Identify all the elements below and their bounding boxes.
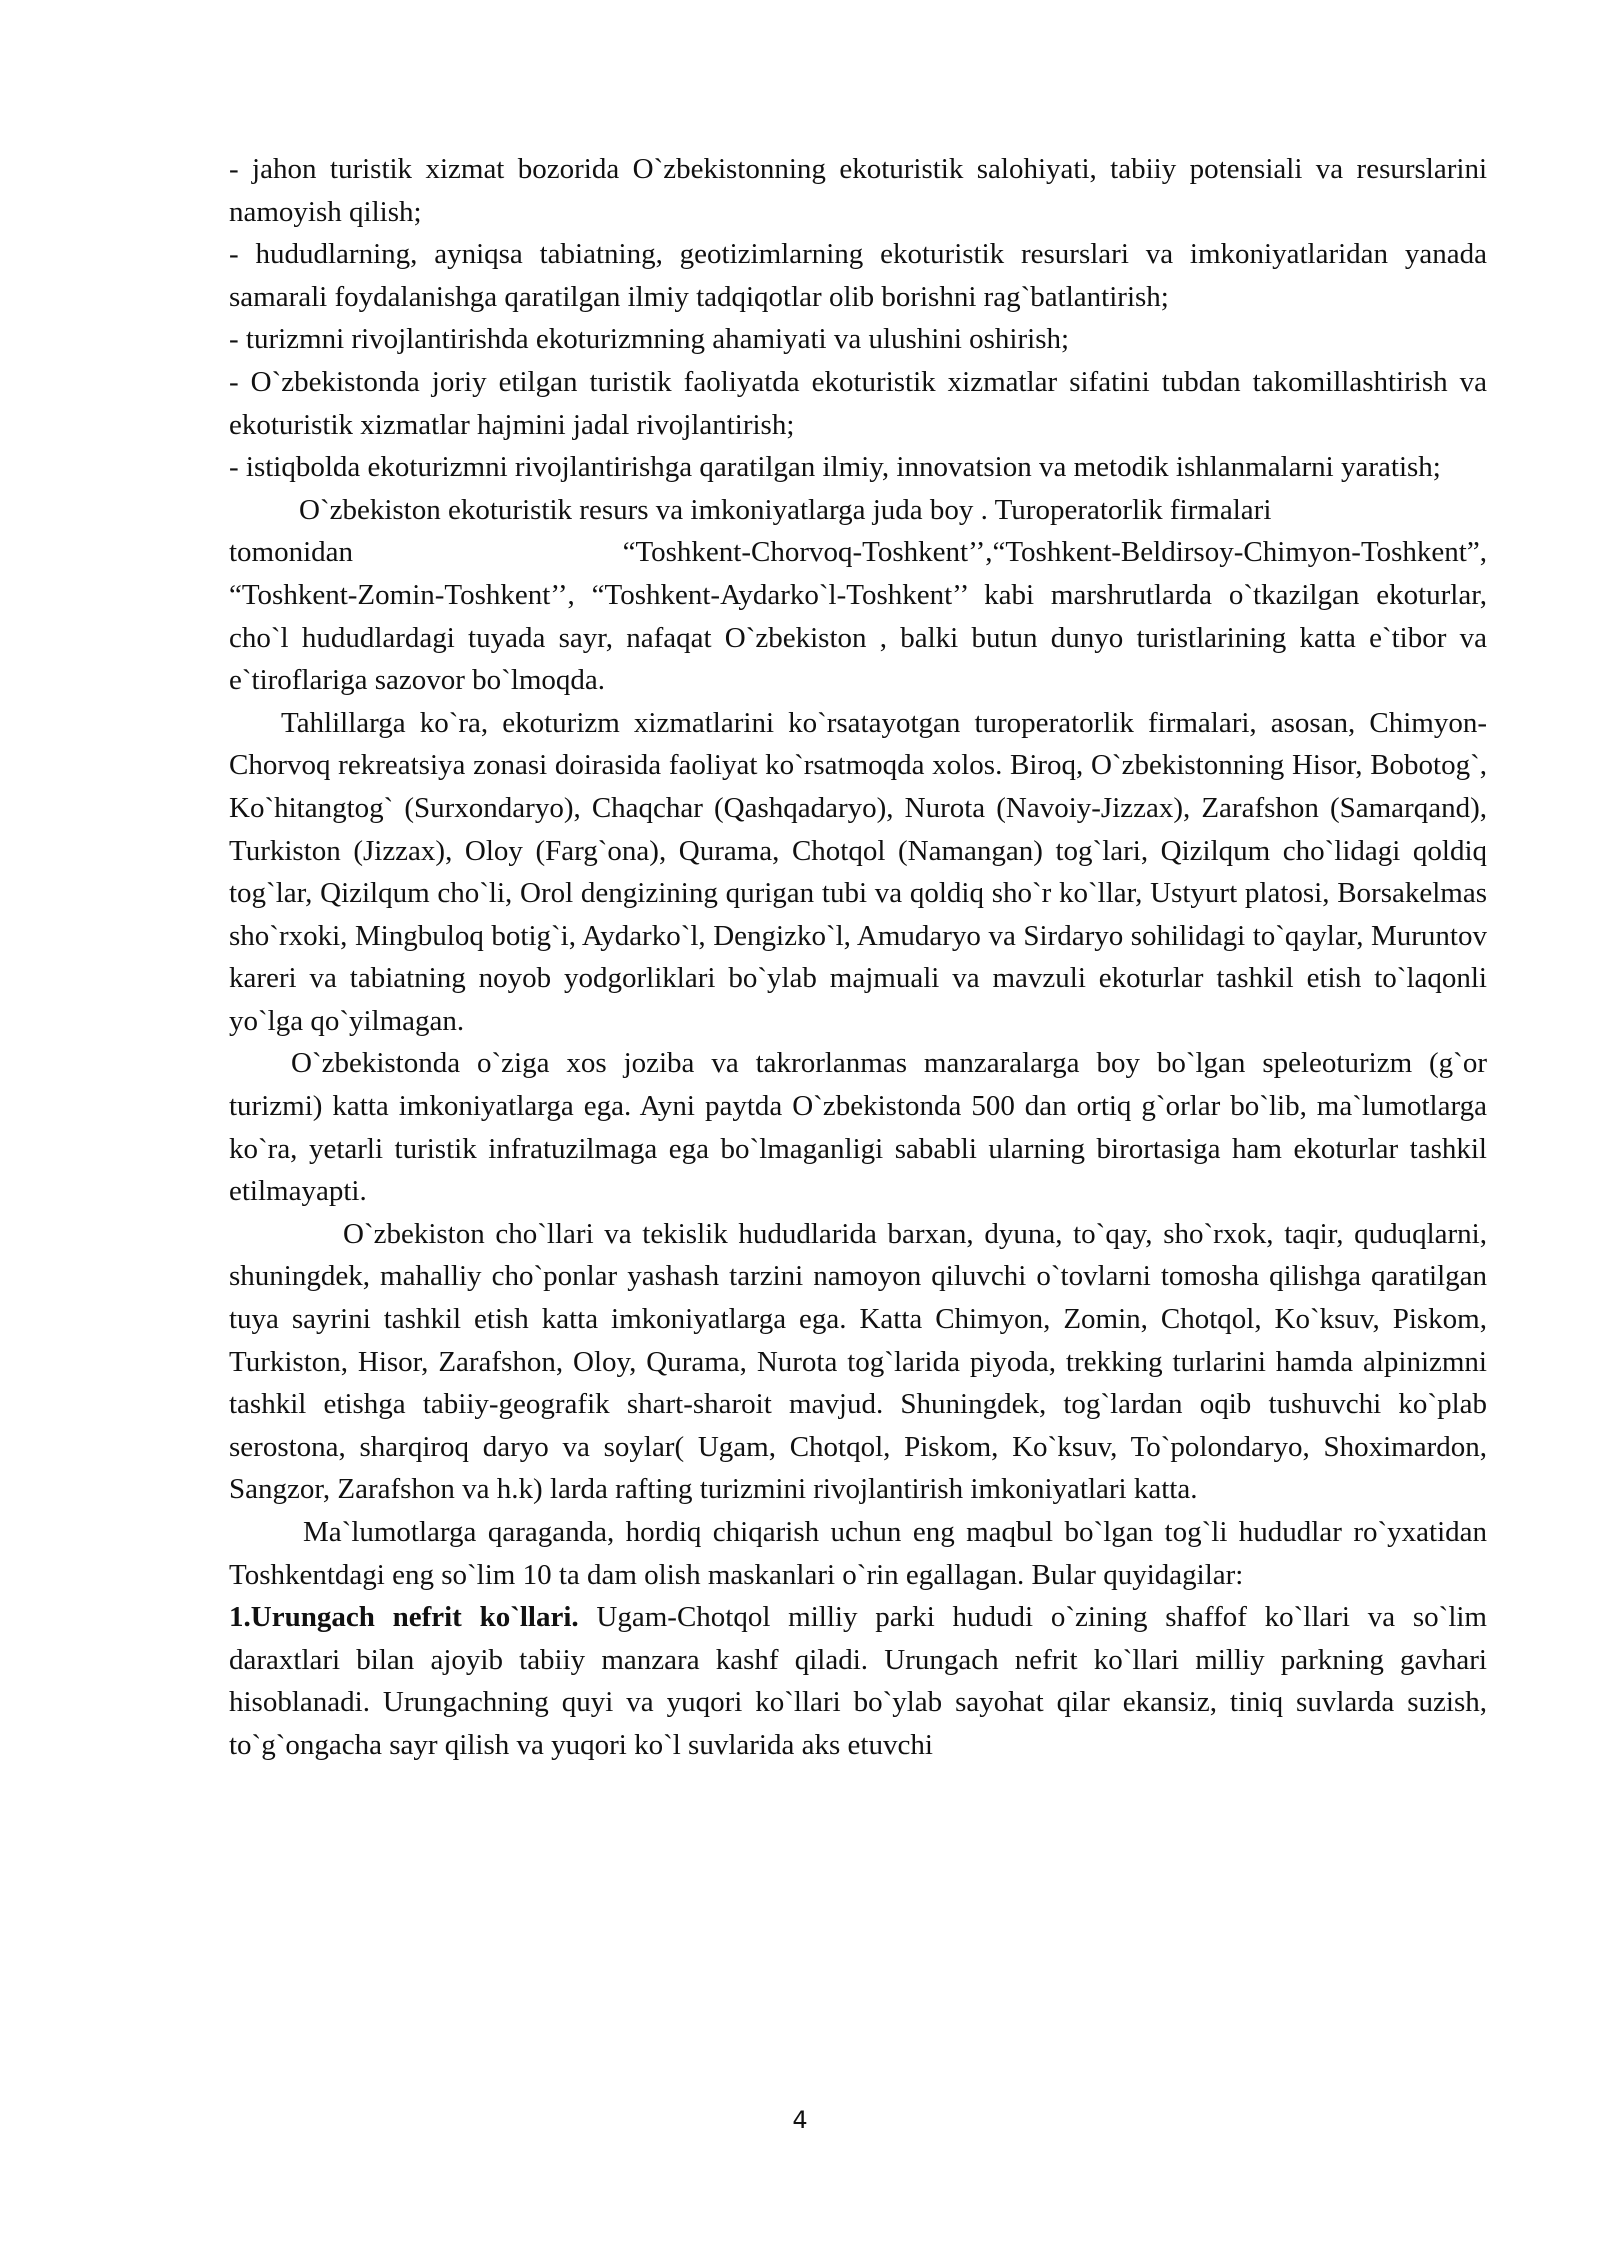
section-heading: 1.Urungach nefrit ko`llari. (229, 1601, 579, 1634)
body-text (229, 148, 1487, 1767)
page-number: 4 (792, 2106, 808, 2134)
paragraph-line: O`zbekiston ekoturistik resurs va imkoniyatlarga juda boy . Turoperatorlik firmalari (299, 493, 1272, 526)
paragraph-urungach (229, 1596, 1487, 1766)
paragraph-line-part: tomonidan (229, 536, 354, 569)
paragraph-malumotlar: Ma`lumotlarga qaraganda, hordiq chiqarish uchun eng maqbul bo`lgan tog`li hududlar ro`yxatidan Toshkentdagi eng so`lim 10 ta dam olish maskanlari o`rin egallagan. Bular quyidagilar: (229, 1516, 1487, 1591)
bullet-item: - O`zbekistonda joriy etilgan turistik faoliyatda ekoturistik xizmatlar sifatini tubdan takomillashtirish va ekoturistik xizmatlar hajmini jadal rivojlantirish; (229, 365, 1487, 441)
bullet-item: - jahon turistik xizmat bozorida O`zbekistonning ekoturistik salohiyati, tabiiy potensiali va resurslarini namoyish qilish; (229, 153, 1487, 228)
paragraph-speleoturizm: O`zbekistonda o`ziga xos joziba va takrorlanmas manzaralarga boy bo`lgan speleoturizm (g`or turizmi) katta imkoniyatlarga ega. Ayni paytda O`zbekistonda 500 dan ortiq g`orlar bo`lib, ma`lumotlarga ko`ra, yetarli turistik infratuzilmaga ega bo`lmaganligi sababli ularning birortasiga ham ekoturlar tashkil etilmayapti. (229, 1047, 1487, 1208)
paragraph-line-rest: “Toshkent-Zomin-Toshkent’’, “Toshkent-Aydarko`l-Toshkent’’ kabi marshrutlarda o`tkazilgan ekoturlar, cho`l hududlardagi tuyada sayr, nafaqat O`zbekiston , balki butun dunyo turistlarining katta e`tibor va e`tiroflariga sazovor bo`lmoqda. (229, 578, 1487, 697)
bullet-item: - istiqbolda ekoturizmni rivojlantirishga qaratilgan ilmiy, innovatsion va metodik ishlanmalarni yaratish; (229, 451, 1441, 484)
paragraph-ekoturizm-resurs (229, 489, 1487, 532)
paragraph-line-part: “Toshkent-Chorvoq-Toshkent’’,“Toshkent-Beldirsoy-Chimyon-Toshkent”, (622, 536, 1487, 569)
paragraph-line-routes (229, 531, 1487, 574)
paragraph-chollar: O`zbekiston cho`llari va tekislik hududlarida barxan, dyuna, to`qay, sho`rxok, taqir, quduqlarni, shuningdek, mahalliy cho`ponlar yashash tarzini namoyon qiluvchi o`tovlarni tomosha qilishga qaratilgan tuya sayrini tashkil etish katta imkoniyatlarga ega. Katta Chimyon, Zomin, Chotqol, Ko`ksuv, Piskom, Turkiston, Hisor, Zarafshon, Oloy, Qurama, Nurota tog`larida piyoda, trekking turlarini hamda alpinizmni tashkil etishga tabiiy-geografik shart-sharoit mavjud. Shuningdek, tog`lardan oqib tushuvchi ko`plab serostona, sharqiroq daryo va soylar( Ugam, Chotqol, Piskom, Ko`ksuv, To`polondaryo, Shoximardon, Sangzor, Zarafshon va h.k) larda rafting turizmini rivojlantirish imkoniyatlari katta. (229, 1217, 1487, 1506)
bullet-item: - hududlarning, ayniqsa tabiatning, geotizimlarning ekoturistik resurslari va imkoniyatlaridan yanada samarali foydalanishga qaratilgan ilmiy tadqiqotlar olib borishni rag`batlantirish; (229, 238, 1487, 313)
bullet-item: - turizmni rivojlantirishda ekoturizmning ahamiyati va ulushini oshirish; (229, 323, 1070, 356)
paragraph-body: Ugam-Chotqol milliy parki hududi o`zining shaffof ko`llari va so`lim daraxtlari bilan ajoyib tabiiy manzara kashf qiladi. Urungach nefrit ko`llari milliy parkning gavhari hisoblanadi. Urungachning quyi va yuqori ko`llari bo`ylab sayohat qilar ekansiz, tiniq suvlarda suzish, to`g`ongacha sayr qilish va yuqori ko`l suvlarida aks etuvchi (229, 1601, 1487, 1761)
paragraph-tahlillar: Tahlillarga ko`ra, ekoturizm xizmatlarini ko`rsatayotgan turoperatorlik firmalari, asosan, Chimyon-Chorvoq rekreatsiya zonasi doirasida faoliyat ko`rsatmoqda xolos. Biroq, O`zbekistonning Hisor, Bobotog`, Ko`hitangtog` (Surxondaryo), Chaqchar (Qashqadaryo), Nurota (Navoiy-Jizzax), Zarafshon (Samarqand), Turkiston (Jizzax), Oloy (Farg`ona), Qurama, Chotqol (Namangan) tog`lari, Qizilqum cho`lidagi qoldiq tog`lar, Qizilqum cho`li, Orol dengizining qurigan tubi va qoldiq sho`r ko`llar, Ustyurt platosi, Borsakelmas sho`rxoki, Mingbuloq botig`i, Aydarko`l, Dengizko`l, Amudaryo va Sirdaryo sohilidagi to`qaylar, Muruntov kareri va tabiatning noyob yodgorliklari bo`ylab majmuali va mavzuli ekoturlar tashkil etish to`laqonli yo`lga qo`yilmagan. (229, 706, 1487, 1037)
